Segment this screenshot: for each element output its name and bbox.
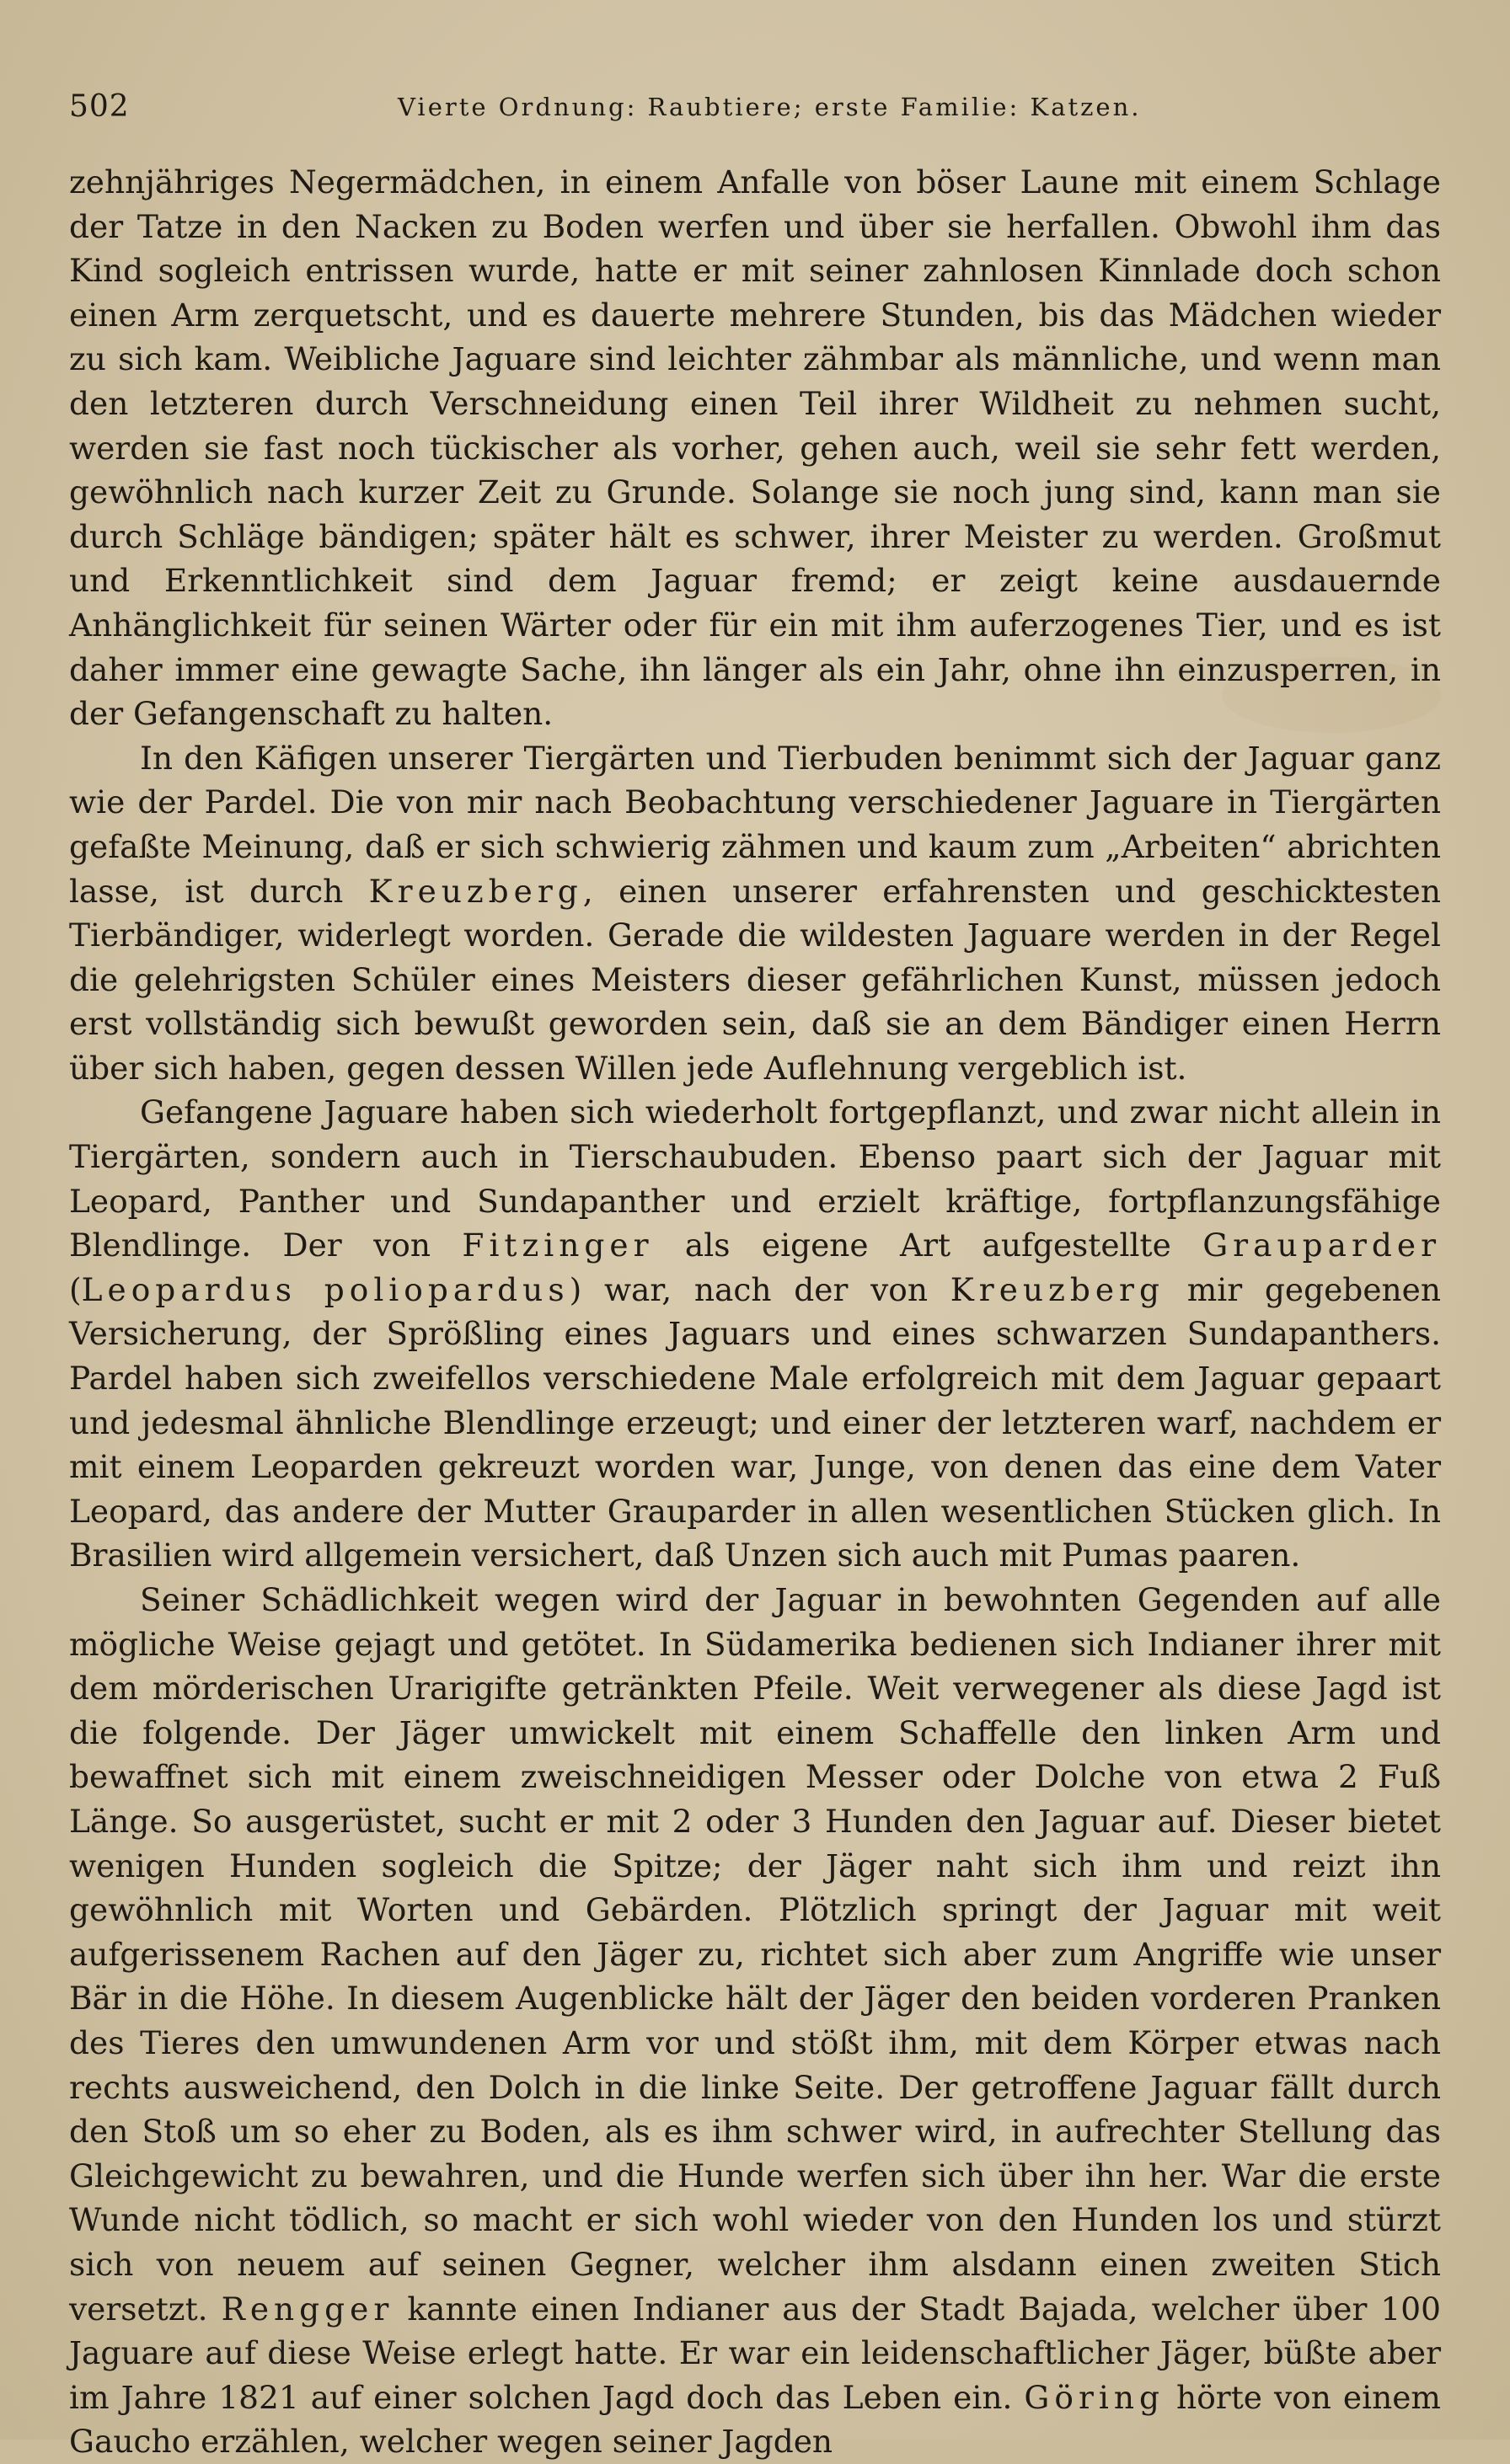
- paragraph-3-text-c: (: [69, 1270, 82, 1308]
- name-kreuzberg-1: Kreuzberg: [368, 872, 583, 910]
- paragraph-1-text: zehnjähriges Negermädchen, in einem Anfalle von böser Laune mit einem Schlage der Tatze in den Nacken zu Boden werfen und über sie herfallen. Obwohl ihm das Kind sogleich entrissen wurde, hatte er mit seiner zahnlosen Kinnlade doch schon einen Arm zerquetscht, und es dauerte mehrere Stunden, bis das Mädchen wieder zu sich kam. Weibliche Jaguare sind leichter zähmbar als männliche, und wenn man den letzteren durch Verschneidung einen Teil ihrer Wildheit zu nehmen sucht, werden sie fast noch tückischer als vorher, gehen auch, weil sie sehr fett werden, gewöhnlich nach kurzer Zeit zu Grunde. Solange sie noch jung sind, kann man sie durch Schläge bändigen; später hält es schwer, ihrer Meister zu werden. Großmut und Erkenntlichkeit sind dem Jaguar fremd; er zeigt keine ausdauernde Anhänglichkeit für seinen Wärter oder für ein mit ihm auferzogenes Tier, und es ist daher immer eine gewagte Sache, ihn länger als ein Jahr, ohne ihn einzusperren, in der Gefangenschaft zu halten.: [69, 163, 1441, 733]
- paragraph-1: [69, 160, 1441, 736]
- body-text: [69, 160, 1441, 2464]
- page-header: [69, 84, 1441, 135]
- paragraph-2-text-b: , einen unserer erfahrensten und geschicktesten Tierbändiger, widerlegt worden. Gerade die wildesten Jaguare werden in der Regel die gelehrigsten Schüler eines Meisters dieser gefährlichen Kunst, müssen jedoch erst vollständig sich bewußt geworden sein, daß sie an dem Bändiger einen Herrn über sich haben, gegen dessen Willen jede Auflehnung vergeblich ist.: [69, 872, 1442, 1087]
- name-goering: Göring: [1024, 2378, 1165, 2416]
- latin-name: Leopardus poliopardus: [81, 1270, 570, 1308]
- paragraph-3-text-d: ) war, nach der von: [569, 1270, 929, 1308]
- paragraph-4-text-b: kannte einen Indianer aus der Stadt Bajada, welcher über 100 Jaguare auf diese Weise erlegt hatte. Er war ein leidenschaftlicher Jäger, büßte aber im Jahre 1821 auf einer solchen Jagd doch das Leben ein.: [69, 2290, 1441, 2416]
- paragraph-3: [69, 1090, 1441, 1578]
- name-kreuzberg-2: Kreuzberg: [950, 1270, 1165, 1308]
- paragraph-4-text-a: Seiner Schädlichkeit wegen wird der Jaguar in bewohnten Gegenden auf alle mögliche Weise gejagt und getötet. In Südamerika bedienen sich Indianer ihrer mit dem mörderischen Urarigifte getränkten Pfeile. Weit verwegener als diese Jagd ist die folgende. Der Jäger umwickelt mit einem Schaffelle den linken Arm und bewaffnet sich mit einem zweischneidigen Messer oder Dolche von etwa 2 Fuß Länge. So ausgerüstet, sucht er mit 2 oder 3 Hunden den Jaguar auf. Dieser bietet wenigen Hunden sogleich die Spitze; der Jäger naht sich ihm und reizt ihn gewöhnlich mit Worten und Gebärden. Plötzlich springt der Jaguar mit weit aufgerissenem Rachen auf den Jäger zu, richtet sich aber zum Angriffe wie unser Bär in die Höhe. In diesem Augenblicke hält der Jäger den beiden vorderen Pranken des Tieres den umwundenen Arm vor und stößt ihm, mit dem Körper etwas nach rechts ausweichend, den Dolch in die linke Seite. Der getroffene Jaguar fällt durch den Stoß um so eher zu Boden, als es ihm schwer wird, in aufrechter Stellung das Gleichgewicht zu bewahren, und die Hunde werfen sich über ihn her. War die erste Wunde nicht tödlich, so macht er sich wohl wieder von den Hunden los und stürzt sich von neuem auf seinen Gegner, welcher ihm alsdann einen zweiten Stich versetzt.: [69, 1581, 1441, 2328]
- paragraph-3-text-a: Gefangene Jaguare haben sich wiederholt fortgepflanzt, und zwar nicht allein in Tiergärten, sondern auch in Tierschaubuden. Ebenso paart sich der Jaguar mit Leopard, Panther und Sundapanther und erzielt kräftige, fortpflanzungsfähige Blendlinge. Der von: [69, 1093, 1441, 1264]
- name-fitzinger: Fitzinger: [462, 1227, 654, 1264]
- paragraph-4-text-c: hörte von einem Gaucho erzählen, welcher wegen seiner Jagden: [69, 2378, 1441, 2461]
- paragraph-3-text-e: mir gegebenen Versicherung, der Sprößling eines Jaguars und eines schwarzen Sundapanthers. Pardel haben sich zweifellos verschiedene Male erfolgreich mit dem Jaguar gepaart und jedesmal ähnliche Blendlinge erzeugt; und einer der letzteren warf, nachdem er mit einem Leoparden gekreuzt worden war, Junge, von denen das eine dem Vater Leopard, das andere der Mutter Grauparder in allen wesentlichen Stücken glich. In Brasilien wird allgemein versichert, daß Unzen sich auch mit Pumas paaren.: [69, 1270, 1442, 1574]
- page-number: 502: [69, 89, 130, 124]
- running-head: Vierte Ordnung: Raubtiere; erste Familie: Katzen.: [398, 93, 1142, 121]
- paragraph-3-text-b: als eigene Art aufgestellte: [684, 1227, 1171, 1264]
- paragraph-2-text-a: In den Käfigen unserer Tiergärten und Tierbuden benimmt sich der Jaguar ganz wie der Pardel. Die von mir nach Beobachtung verschiedener Jaguare in Tiergärten gefaßte Meinung, daß er sich schwierig zähmen und kaum zum „Arbeiten“ abrichten lasse, ist durch: [69, 739, 1441, 910]
- paragraph-4: [69, 1578, 1441, 2464]
- name-rengger: Rengger: [221, 2290, 394, 2328]
- paragraph-2: [69, 736, 1441, 1091]
- name-grauparder: Grauparder: [1202, 1227, 1442, 1264]
